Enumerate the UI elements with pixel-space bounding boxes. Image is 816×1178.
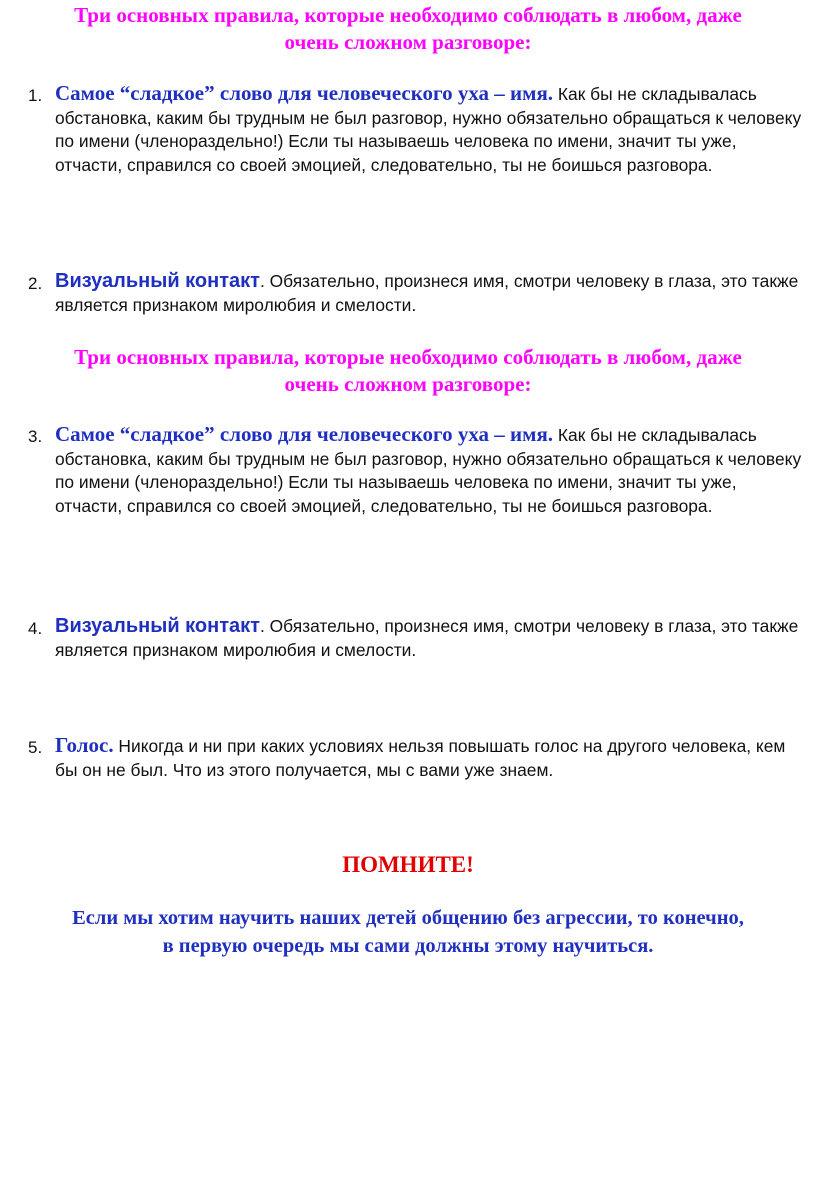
remember-heading: ПОМНИТЕ! xyxy=(342,852,474,877)
list-item-text: . Обязательно, произнеся имя, смотри человеку в глаза, это также является признаком миролюбия и смелости. xyxy=(55,271,799,315)
list-number: 5. xyxy=(28,738,43,757)
list-item-4 xyxy=(28,615,808,662)
list-number: 3. xyxy=(28,427,43,446)
list-number: 4. xyxy=(28,619,43,638)
heading-line: очень сложном разговоре: xyxy=(284,372,532,396)
list-item-lead: Визуальный контакт xyxy=(55,615,260,637)
list-item-lead: Визуальный контакт xyxy=(55,270,260,292)
list-number: 2. xyxy=(28,274,43,293)
list-number: 1. xyxy=(28,86,43,105)
heading-line: Три основных правила, которые необходимо соблюдать в любом, даже xyxy=(74,3,742,27)
list-item-5 xyxy=(28,734,808,782)
list-item-text: . Обязательно, произнеся имя, смотри человеку в глаза, это также является признаком миролюбия и смелости. xyxy=(55,616,799,660)
list-item-lead: Самое “сладкое” слово для человеческого уха – имя. xyxy=(55,81,554,105)
list-item-3 xyxy=(28,423,808,518)
section-heading-1 xyxy=(0,2,816,56)
section-heading-2 xyxy=(0,344,816,398)
list-item-text: Никогда и ни при каких условиях нельзя повышать голос на другого человека, кем бы он не был. Что из этого получается, мы с вами уже знаем. xyxy=(55,736,786,780)
list-item-lead: Голос. xyxy=(55,733,114,757)
list-item-2 xyxy=(28,270,808,317)
heading-line: очень сложном разговоре: xyxy=(284,30,532,54)
list-item-text: Как бы не складывалась обстановка, каким бы трудным не был разговор, нужно обязательно обращаться к человеку по имени (членораздельно!) Если ты называешь человека по имени, значит ты уже, отчасти, справился со своей эмоцией, следовательно, ты не боишься разговора. xyxy=(55,425,802,516)
closing-line: Если мы хотим научить наших детей общению без агрессии, то конечно, xyxy=(72,907,744,929)
list-item-1 xyxy=(28,82,808,177)
closing-line: в первую очередь мы сами должны этому научиться. xyxy=(162,935,654,957)
heading-line: Три основных правила, которые необходимо соблюдать в любом, даже xyxy=(74,345,742,369)
closing-statement xyxy=(0,904,816,960)
list-item-text: Как бы не складывалась обстановка, каким бы трудным не был разговор, нужно обязательно обращаться к человеку по имени (членораздельно!) Если ты называешь человека по имени, значит ты уже, отчасти, справился со своей эмоцией, следовательно, ты не боишься разговора. xyxy=(55,84,802,175)
list-item-lead: Самое “сладкое” слово для человеческого уха – имя. xyxy=(55,422,554,446)
